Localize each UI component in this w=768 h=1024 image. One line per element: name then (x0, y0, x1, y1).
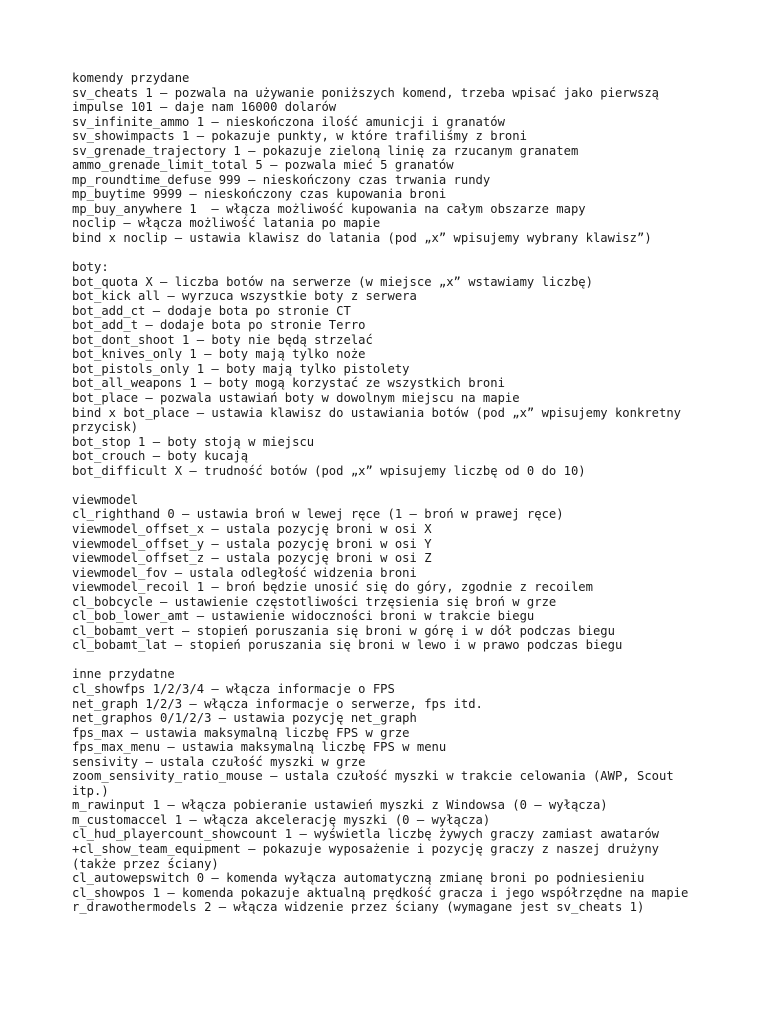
section-boty (72, 260, 704, 478)
command-line: sv_grenade_trajectory 1 – pokazuje zieloną linię za rzucanym granatem (72, 143, 579, 158)
command-line: viewmodel_recoil 1 – broń będzie unosić się do góry, zgodnie z recoilem (72, 580, 593, 595)
command-line: cl_bob_lower_amt – ustawienie widoczności broni w trakcie biegu (72, 609, 535, 624)
command-line: sv_showimpacts 1 – pokazuje punkty, w które trafiliśmy z broni (72, 129, 527, 144)
document-page (72, 71, 704, 915)
command-line: cl_bobamt_vert – stopień poruszania się broni w górę i w dół podczas biegu (72, 623, 615, 638)
section-spacer (72, 478, 704, 493)
command-line: bot_dont_shoot 1 – boty nie będą strzelać (72, 332, 373, 347)
command-line: sv_infinite_ammo 1 – nieskończona ilość amunicji i granatów (72, 114, 505, 129)
command-line: ammo_grenade_limit_total 5 – pozwala mieć 5 granatów (72, 158, 454, 173)
command-line: bind x noclip – ustawia klawisz do latania (pod „x” wpisujemy wybrany klawisz”) (72, 231, 652, 246)
command-line: impulse 101 – daje nam 16000 dolarów (72, 100, 337, 115)
section-viewmodel (72, 493, 704, 653)
command-line: r_drawothermodels 2 – włącza widzenie przez ściany (wymagane jest sv_cheats 1) (72, 900, 645, 915)
command-line: bot_stop 1 – boty stoją w miejscu (72, 434, 315, 449)
section-heading: inne przydatne (72, 667, 175, 682)
command-line: bot_all_weapons 1 – boty mogą korzystać ze wszystkich broni (72, 376, 505, 391)
command-line: bot_place – pozwala ustawiań boty w dowolnym miejscu na mapie (72, 391, 520, 406)
command-line: bot_add_ct – dodaje bota po stronie CT (72, 303, 351, 318)
command-line: cl_righthand 0 – ustawia broń w lewej ręce (1 – broń w prawej ręce) (72, 507, 564, 522)
command-line: zoom_sensivity_ratio_mouse – ustala czułość myszki w trakcie celowania (AWP, Scout itp.) (72, 769, 682, 798)
command-line: bot_add_t – dodaje bota po stronie Terro (72, 318, 366, 333)
command-line: net_graphos 0/1/2/3 – ustawia pozycję net_graph (72, 711, 417, 726)
command-line: cl_bobcycle – ustawienie częstotliwości trzęsienia się broń w grze (72, 594, 557, 609)
section-spacer (72, 246, 704, 261)
command-line: fps_max – ustawia maksymalną liczbę FPS w grze (72, 725, 410, 740)
command-line: viewmodel_fov – ustala odległość widzenia broni (72, 565, 417, 580)
command-line: sensivity – ustala czułość myszki w grze (72, 754, 366, 769)
section-spacer (72, 653, 704, 668)
command-line: +cl_show_team_equipment – pokazuje wyposażenie i pozycję graczy z naszej drużyny (także przez ściany) (72, 841, 667, 871)
command-line: viewmodel_offset_z – ustala pozycję broni w osi Z (72, 551, 432, 566)
command-line: net_graph 1/2/3 – włącza informacje o serwerze, fps itd. (72, 696, 483, 711)
command-line: viewmodel_offset_y – ustala pozycję broni w osi Y (72, 536, 432, 551)
command-line: m_customaccel 1 – włącza akcelerację myszki (0 – wyłącza) (72, 812, 491, 827)
command-line: viewmodel_offset_x – ustala pozycję broni w osi X (72, 521, 432, 536)
command-line: cl_bobamt_lat – stopień poruszania się broni w lewo i w prawo podczas biegu (72, 638, 623, 653)
command-line: sv_cheats 1 – pozwala na używanie poniższych komend, trzeba wpisać jako pierwszą (72, 85, 659, 100)
command-line: cl_showfps 1/2/3/4 – włącza informacje o FPS (72, 681, 395, 696)
section-heading: viewmodel (72, 492, 139, 507)
section-inne-przydatne (72, 667, 704, 914)
command-line: cl_hud_playercount_showcount 1 – wyświetla liczbę żywych graczy zamiast awatarów (72, 827, 659, 842)
command-line: bot_pistols_only 1 – boty mają tylko pistolety (72, 361, 410, 376)
command-line: cl_showpos 1 – komenda pokazuje aktualną prędkość gracza i jego współrzędne na mapie (72, 885, 689, 900)
command-line: bot_difficult X – trudność botów (pod „x” wpisujemy liczbę od 0 do 10) (72, 463, 586, 478)
command-line: bot_quota X – liczba botów na serwerze (w miejsce „x” wstawiamy liczbę) (72, 274, 593, 289)
command-line: bot_crouch – boty kucają (72, 449, 249, 464)
section-heading: komendy przydane (72, 71, 190, 85)
section-komendy-przydane (72, 71, 704, 246)
command-line: bot_kick all – wyrzuca wszystkie boty z serwera (72, 289, 417, 304)
command-line: bind x bot_place – ustawia klawisz do ustawiania botów (pod „x” wpisujemy konkretny przycisk) (72, 405, 689, 435)
command-line: bot_knives_only 1 – boty mają tylko noże (72, 347, 366, 362)
command-line: mp_buytime 9999 – nieskończony czas kupowania broni (72, 187, 447, 202)
command-line: noclip – włącza możliwość latania po mapie (72, 216, 381, 231)
command-line: cl_autowepswitch 0 – komenda wyłącza automatyczną zmianę broni po podniesieniu (72, 871, 645, 886)
command-line: m_rawinput 1 – włącza pobieranie ustawień myszki z Windowsa (0 – wyłącza) (72, 798, 608, 813)
command-line: mp_buy_anywhere 1 – włącza możliwość kupowania na całym obszarze mapy (72, 201, 586, 216)
command-line: fps_max_menu – ustawia maksymalną liczbę FPS w menu (72, 740, 447, 755)
section-heading: boty: (72, 260, 109, 275)
command-line: mp_roundtime_defuse 999 – nieskończony czas trwania rundy (72, 172, 491, 187)
